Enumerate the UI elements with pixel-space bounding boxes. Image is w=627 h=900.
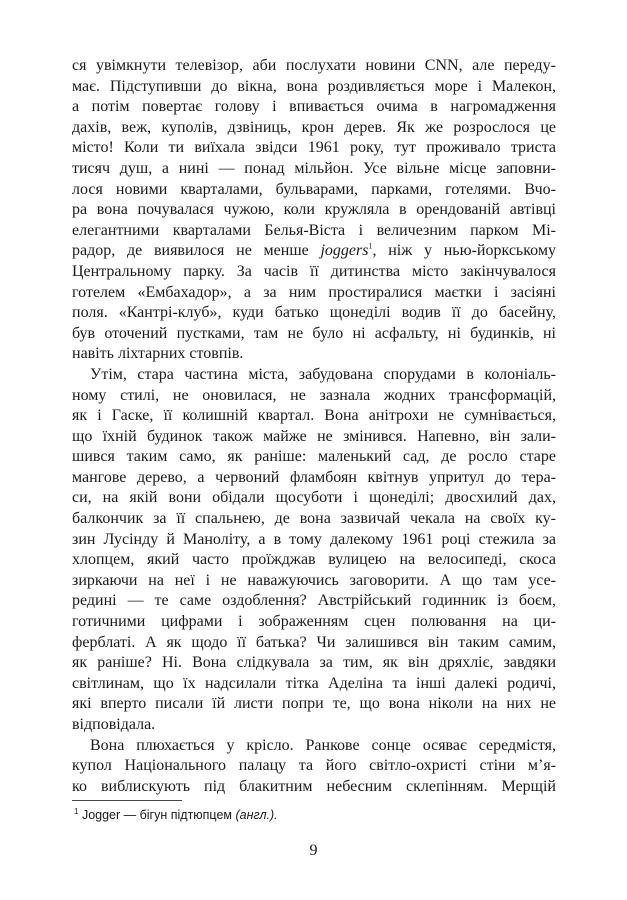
text-line: ра вона почувалася чужою, коли кружляла в орендованій автівці [72,201,556,219]
text-line: місто! Коли ти виїхала звідси 1961 року, тут проживало триста [72,139,556,157]
text-line: поля. «Кантрі-клуб», куди батько щонеділі водив її до басейну, [72,304,556,322]
text-line: лося новими кварталами, бульварами, парками, готелями. Вчо- [72,180,556,198]
footnote-marker: 1 [368,242,373,252]
text-line: елегантними кварталами Белья-Віста і величезним парком Мі- [72,221,556,239]
paragraph-start: Утім, стара частина міста, забудована спорудами в колоніаль- [90,365,556,383]
text-line: а потім повертає голову і впивається очима в нагромадження [72,98,556,116]
footnote [74,807,554,823]
text-line: ко виблискують під блакитним небесним склепінням. Мерщій [72,777,556,795]
footnote-term: Jogger — бігун підтюпцем [81,808,232,822]
text-line: балкончик за її спальнею, де вона зазвичай чекала на своїх ку- [72,510,556,528]
text-line: купол Національного палацу та його світло-охристі стіни м’я- [72,757,556,775]
text-line: які вперто писали їй листи попри те, що вона ніколи на них не [72,695,556,713]
text-line: ферблаті. А як щодо її батька? Чи залишився він таким самим, [72,633,556,651]
body-text [72,56,556,797]
text-line: готелем «Ембахадор», а за ним простиралися маєтки і засіяні [72,283,556,301]
text-line: редині — те саме оздоблення? Австрійський годинник із боєм, [72,592,556,610]
footnote-marker: 1 [74,806,79,816]
text-line: мангове дерево, а червоний фламбоян квітнув упритул до тера- [72,468,556,486]
text-line: зин Лусінду й Маноліту, а в тому далекому 1961 році стежила за [72,530,556,548]
text-line: тисяч душ, а нині — понад мільйон. Усе вільне місце заповни- [72,159,556,177]
text-line: хлопцем, який часто проїжджав вулицею на велосипеді, скоса [72,551,556,569]
text-line: як і Гаске, її колишній квартал. Вона анітрохи не сумнівається, [72,407,556,425]
text-line: має. Підступивши до вікна, вона роздивляється море і Малекон, [72,77,556,95]
text-fragment: , ніж у нью-йоркському [372,242,556,260]
text-line: си, на якій вони обідали щосуботи і щонеділі; двосхилий дах, [72,489,556,507]
text-line: шився таким само, як раніше: маленький сад, де росло старе [72,448,556,466]
text-line: навіть ліхтарних стовпів. [72,345,244,363]
text-fragment: радор, де виявилося не менше [72,242,321,260]
page-number: 9 [309,842,318,859]
text-line-with-footnote [72,241,556,262]
footnote-gloss: (англ.). [235,808,278,822]
text-line: був оточений пустками, там не було ні асфальту, ні будинків, ні [72,324,556,342]
text-line: зиркаючи на неї і не наважуючись заговорити. А що там усе- [72,571,556,589]
text-line: ному стилі, не оновилася, не зазнала жодних трансформацій, [72,386,556,404]
text-line: світлинам, що їх надсилали тітка Аделіна та інші далекі родичі, [72,674,556,692]
foreign-term: joggers [320,242,369,260]
text-line: дахів, веж, куполів, дзвіниць, крон дерев. Як же розрослося це [72,118,556,136]
text-line: готичними цифрами і зображенням сцен полювання на ци- [72,613,556,631]
text-line: відповідала. [72,716,156,733]
text-line: Центральному парку. За часів її дитинства місто закінчувалося [72,262,556,280]
paragraph-start: Вона плюхається у крісло. Ранкове сонце осяває середмістя, [90,736,556,754]
text-line: як раніше? Ні. Вона слідкувала за тим, як він дряхліє, завдяки [72,654,556,672]
footnote-divider [72,800,182,801]
text-line: ся увімкнути телевізор, аби послухати новини CNN, але переду- [72,57,556,74]
text-line: що їхній будинок також майже не змінився. Напевно, він зали- [72,427,556,445]
